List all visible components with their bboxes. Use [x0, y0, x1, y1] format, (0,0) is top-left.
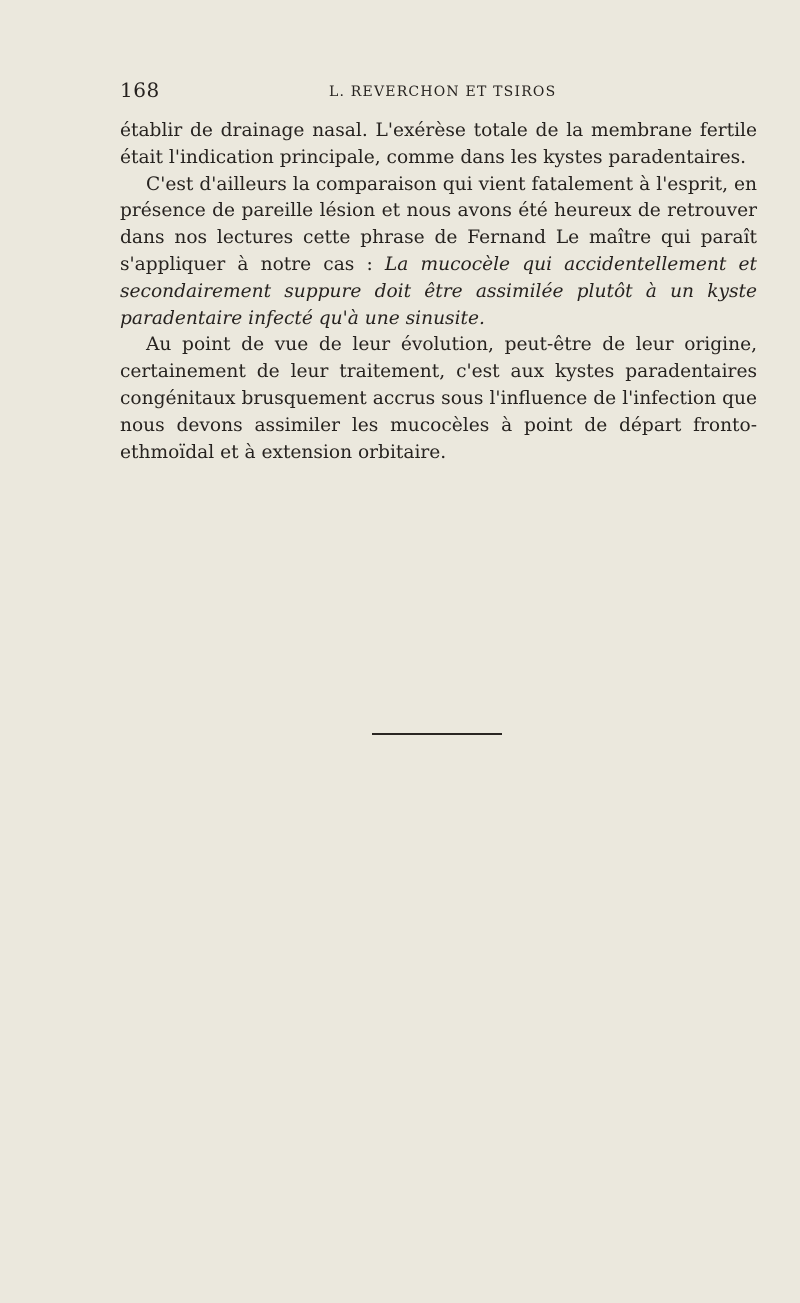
paragraph-2 [120, 172, 757, 333]
page-number: 168 [120, 78, 160, 102]
body-text [120, 118, 757, 466]
paragraph-1-text: établir de drainage nasal. L'exérèse totale de la membrane fertile était l'indication principale, comme dans les kystes paradentaires. [120, 120, 757, 168]
quoted-passage: La mucocèle qui accidentellement et secondairement suppure doit être assimilée plutôt à un kyste paradentaire infecté qu'à une sinusite. [120, 253, 758, 329]
paragraph-3-text: Au point de vue de leur évolution, peut-être de leur origine, certainement de leur traitement, c'est aux kystes paradentaires congénitaux brusquement accrus sous l'influence de l'infection que nous devons assimiler les mucocèles à point de départ fronto-ethmoïdal et à extension orbitaire. [120, 334, 757, 463]
paragraph-2-text: C'est d'ailleurs la comparaison qui vient fatalement à l'esprit, en présence de pareille lésion et nous avons été heureux de retrouver dans nos lectures cette phrase de Fernand Le maître qui paraît s'appliquer à notre cas : [120, 173, 757, 275]
section-end-rule [372, 733, 502, 735]
page-header [120, 78, 760, 106]
running-head: L. REVERCHON ET TSIROS [329, 84, 557, 100]
paragraph-3 [120, 332, 757, 466]
paragraph-1 [120, 118, 757, 172]
